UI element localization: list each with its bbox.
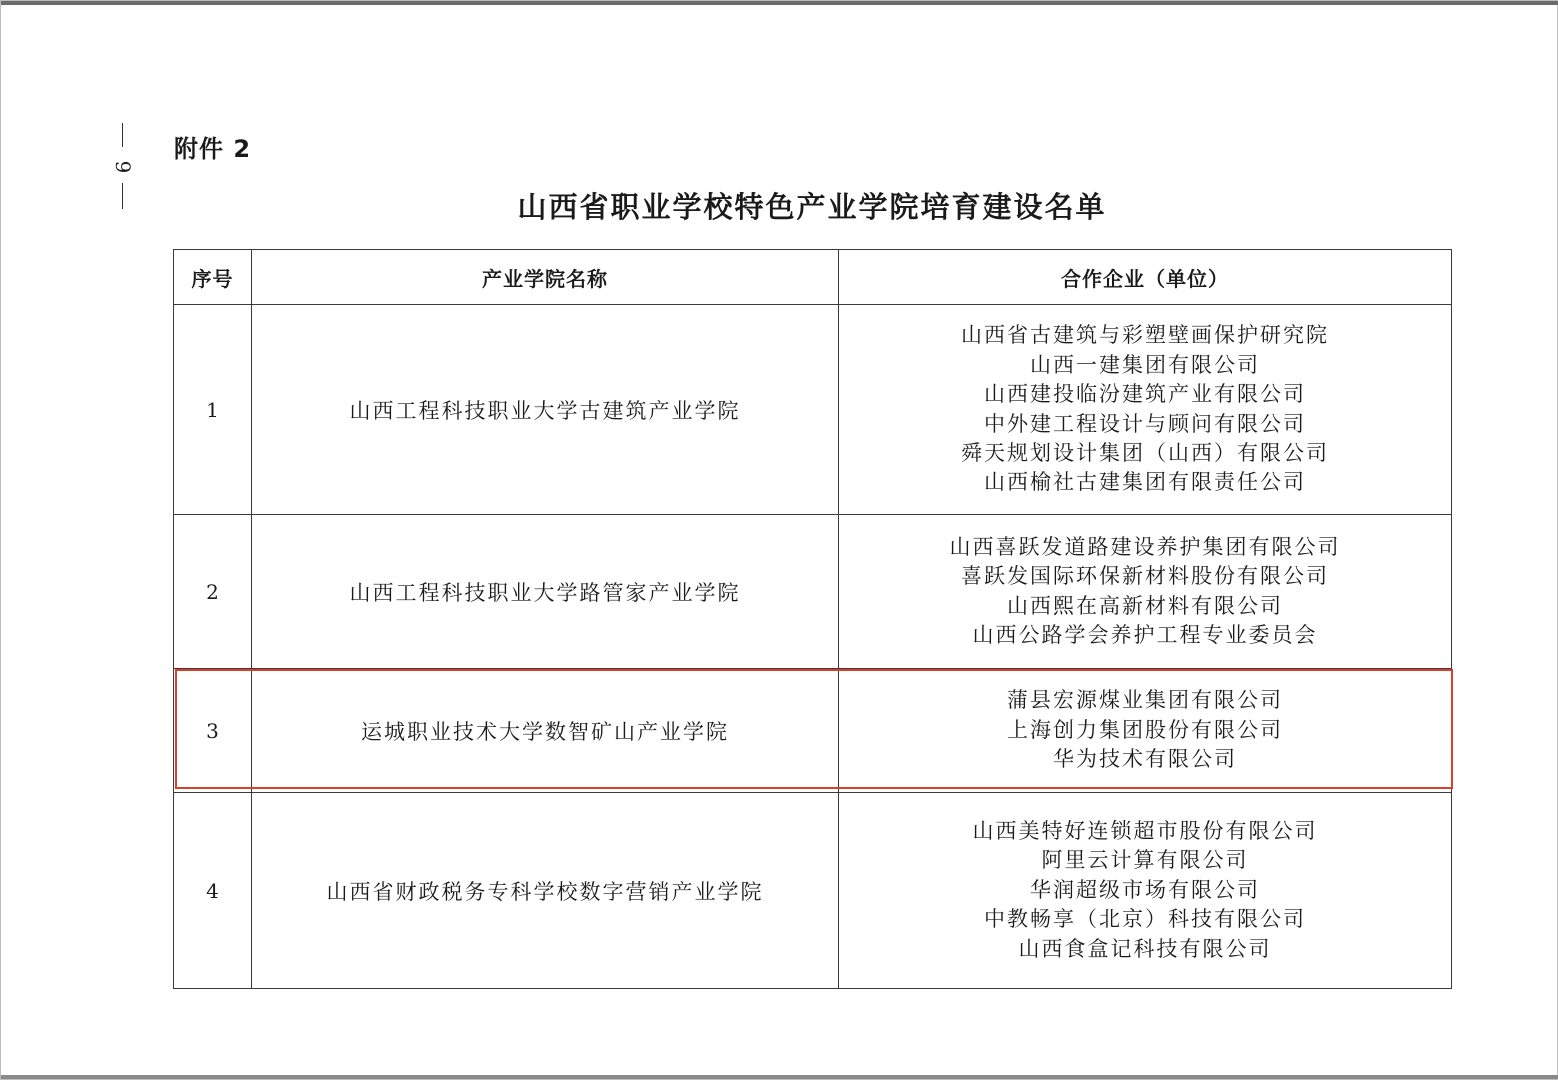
- college-name: 山西工程科技职业大学路管家产业学院: [252, 515, 839, 669]
- partner-item: 华为技术有限公司: [1053, 747, 1237, 772]
- table-row: [174, 305, 1452, 515]
- page-number-dash-top: [122, 123, 123, 147]
- table-header-row: [174, 250, 1452, 305]
- partner-item: 喜跃发国际环保新材料股份有限公司: [961, 564, 1329, 589]
- page-number-text: 9: [111, 160, 135, 174]
- table-row: [174, 793, 1452, 989]
- header-no: 序号: [174, 250, 252, 305]
- attachment-label: 附件 2: [174, 135, 252, 163]
- roster-table: [173, 249, 1452, 989]
- partner-item: 山西建投临汾建筑产业有限公司: [984, 382, 1306, 407]
- table-row: [174, 515, 1452, 669]
- partner-list: [839, 515, 1452, 669]
- partner-list: [839, 305, 1452, 515]
- partner-item: 山西美特好连锁超市股份有限公司: [972, 818, 1318, 843]
- page-bottom-edge: [1, 1075, 1558, 1079]
- partner-item: 山西一建集团有限公司: [1030, 352, 1260, 377]
- page-top-edge: [1, 1, 1558, 5]
- partner-item: 上海创力集团股份有限公司: [1007, 717, 1283, 742]
- partner-item: 华润超级市场有限公司: [1030, 877, 1260, 902]
- partner-item: 舜天规划设计集团（山西）有限公司: [961, 440, 1329, 465]
- page-title: 山西省职业学校特色产业学院培育建设名单: [517, 190, 1107, 224]
- partner-item: 山西食盒记科技有限公司: [1018, 936, 1272, 961]
- college-name: 山西省财政税务专科学校数字营销产业学院: [252, 793, 839, 989]
- college-name: 运城职业技术大学数智矿山产业学院: [252, 669, 839, 793]
- partner-item: 山西喜跃发道路建设养护集团有限公司: [949, 534, 1341, 559]
- partner-item: 中教畅享（北京）科技有限公司: [984, 907, 1306, 932]
- row-number: 3: [174, 669, 252, 793]
- partner-item: 中外建工程设计与顾问有限公司: [984, 411, 1306, 436]
- partner-item: 山西熙在高新材料有限公司: [1007, 593, 1283, 618]
- row-number: 2: [174, 515, 252, 669]
- partner-item: 山西省古建筑与彩塑壁画保护研究院: [961, 323, 1329, 348]
- partner-list: [839, 669, 1452, 793]
- header-name: 产业学院名称: [252, 250, 839, 305]
- partner-list: [839, 793, 1452, 989]
- roster-table-wrapper: [173, 249, 1451, 987]
- partner-item: 山西公路学会养护工程专业委员会: [972, 622, 1318, 647]
- partner-item: 山西榆社古建集团有限责任公司: [984, 470, 1306, 495]
- header-partners: 合作企业（单位）: [839, 250, 1452, 305]
- partner-item: 蒲县宏源煤业集团有限公司: [1007, 688, 1283, 713]
- row-number: 1: [174, 305, 252, 515]
- college-name: 山西工程科技职业大学古建筑产业学院: [252, 305, 839, 515]
- table-row-highlighted: [174, 669, 1452, 793]
- row-number: 4: [174, 793, 252, 989]
- partner-item: 阿里云计算有限公司: [1041, 848, 1249, 873]
